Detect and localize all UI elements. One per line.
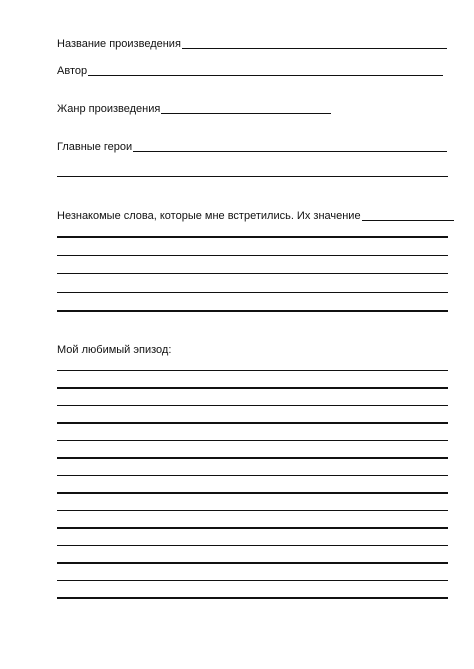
episode-line[interactable] (57, 597, 448, 599)
genre-field (57, 103, 331, 116)
heroes-extra-line[interactable] (57, 176, 448, 177)
author-label: Автор (57, 65, 88, 77)
words-line[interactable] (57, 236, 448, 238)
episode-line[interactable] (57, 545, 448, 546)
episode-line[interactable] (57, 405, 448, 406)
genre-answer-line[interactable] (161, 113, 331, 114)
heroes-field (57, 141, 447, 154)
episode-line[interactable] (57, 370, 448, 371)
episode-line[interactable] (57, 492, 448, 494)
author-answer-line[interactable] (88, 75, 443, 76)
episode-line[interactable] (57, 527, 448, 529)
words-line[interactable] (57, 273, 448, 274)
words-answer-line[interactable] (362, 220, 454, 221)
title-field (57, 38, 447, 51)
words-line[interactable] (57, 255, 448, 256)
words-label: Незнакомые слова, которые мне встретились. Их значение (57, 210, 361, 222)
episode-line[interactable] (57, 457, 448, 459)
words-line[interactable] (57, 310, 448, 312)
episode-line[interactable] (57, 475, 448, 476)
episode-line[interactable] (57, 440, 448, 441)
words-field (57, 210, 454, 223)
episode-line[interactable] (57, 422, 448, 424)
episode-line[interactable] (57, 510, 448, 511)
title-answer-line[interactable] (182, 48, 447, 49)
title-label: Название произведения (57, 38, 181, 50)
episode-line[interactable] (57, 580, 448, 581)
heroes-answer-line[interactable] (133, 151, 447, 152)
words-line[interactable] (57, 292, 448, 293)
genre-label: Жанр произведения (57, 103, 161, 115)
heroes-label: Главные герои (57, 141, 133, 153)
author-field (57, 65, 443, 78)
episode-line[interactable] (57, 387, 448, 389)
episode-label: Мой любимый эпизод: (57, 344, 172, 356)
episode-line[interactable] (57, 562, 448, 564)
